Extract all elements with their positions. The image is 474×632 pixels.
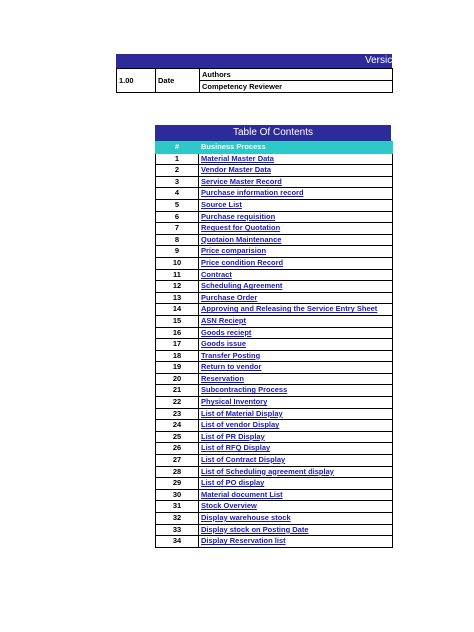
toc-row-process bbox=[199, 443, 393, 455]
toc-row-process bbox=[199, 211, 393, 223]
toc-link[interactable]: Reservation bbox=[201, 373, 244, 383]
toc-link[interactable]: List of Material Display bbox=[201, 408, 283, 418]
toc-link[interactable]: Price condition Record bbox=[201, 257, 284, 267]
toc-row-number: 22 bbox=[156, 397, 199, 409]
toc-row-process bbox=[199, 165, 393, 177]
toc-row-process bbox=[199, 199, 393, 211]
toc-link[interactable]: Approving and Releasing the Service Entry Sheet bbox=[201, 304, 378, 314]
toc-row bbox=[156, 443, 393, 455]
toc-row-number: 25 bbox=[156, 431, 199, 443]
toc-row bbox=[156, 257, 393, 269]
toc-row-number: 26 bbox=[156, 443, 199, 455]
version-header-band bbox=[116, 54, 392, 68]
toc-row-number: 6 bbox=[156, 211, 199, 223]
toc-row-number: 27 bbox=[156, 455, 199, 467]
toc-row-process bbox=[199, 397, 393, 409]
toc-row-process bbox=[199, 478, 393, 490]
toc-table bbox=[155, 141, 393, 548]
toc-link[interactable]: Material document List bbox=[201, 489, 283, 499]
toc-row bbox=[156, 292, 393, 304]
toc-row-process bbox=[199, 153, 393, 165]
toc-row-process bbox=[199, 246, 393, 258]
version-table bbox=[116, 68, 393, 93]
toc-col-process: Business Process bbox=[199, 142, 393, 154]
toc-row-process bbox=[199, 176, 393, 188]
toc-row-number: 3 bbox=[156, 176, 199, 188]
toc-row-number: 24 bbox=[156, 420, 199, 432]
toc-row-process bbox=[199, 223, 393, 235]
toc-link[interactable]: Request for Quotation bbox=[201, 223, 281, 233]
toc-row bbox=[156, 223, 393, 235]
toc-row-number: 21 bbox=[156, 385, 199, 397]
toc-col-num: # bbox=[156, 142, 199, 154]
toc-row bbox=[156, 188, 393, 200]
toc-row bbox=[156, 431, 393, 443]
toc-row-number: 28 bbox=[156, 466, 199, 478]
toc-row bbox=[156, 362, 393, 374]
toc-row-process bbox=[199, 489, 393, 501]
toc-link[interactable]: Display warehouse stock bbox=[201, 513, 291, 522]
toc-link[interactable]: Display stock on Posting Date bbox=[201, 524, 309, 534]
toc-link[interactable]: Source List bbox=[201, 199, 242, 209]
toc-row-number: 9 bbox=[156, 246, 199, 258]
toc-row-number: 14 bbox=[156, 304, 199, 316]
toc-row-number: 2 bbox=[156, 165, 199, 177]
toc-row bbox=[156, 385, 393, 397]
toc-row-number: 11 bbox=[156, 269, 199, 281]
date-label: Date bbox=[156, 69, 200, 93]
toc-link[interactable]: List of Contract Display bbox=[201, 455, 286, 465]
toc-row-process bbox=[199, 501, 393, 513]
reviewer-label: Competency Reviewer bbox=[200, 81, 393, 93]
toc-row-number: 15 bbox=[156, 315, 199, 327]
toc-row-process bbox=[199, 327, 393, 339]
toc-row-process bbox=[199, 315, 393, 327]
toc-link[interactable]: Service Master Record bbox=[201, 176, 282, 186]
toc-link[interactable]: Display Reservation list bbox=[201, 536, 286, 546]
toc-row bbox=[156, 350, 393, 362]
toc-row-process bbox=[199, 350, 393, 362]
toc-row bbox=[156, 524, 393, 536]
toc-row bbox=[156, 513, 393, 525]
toc-row bbox=[156, 269, 393, 281]
toc-row-number: 23 bbox=[156, 408, 199, 420]
toc-row-process bbox=[199, 292, 393, 304]
toc-row-number: 10 bbox=[156, 257, 199, 269]
toc-row-process bbox=[199, 524, 393, 536]
toc-row-number: 19 bbox=[156, 362, 199, 374]
toc-row-number: 5 bbox=[156, 199, 199, 211]
toc-link[interactable]: Stock Overview bbox=[201, 501, 257, 511]
toc-row-number: 32 bbox=[156, 513, 199, 525]
authors-label: Authors bbox=[200, 69, 393, 81]
toc-link[interactable]: Material Master Data bbox=[201, 153, 274, 163]
toc-link[interactable]: Subcontracting Process bbox=[201, 385, 288, 395]
toc-link[interactable]: Physical Inventory bbox=[201, 397, 268, 407]
toc-row bbox=[156, 165, 393, 177]
toc-row-process bbox=[199, 431, 393, 443]
toc-row-process bbox=[199, 536, 393, 548]
toc-row bbox=[156, 455, 393, 467]
toc-row-number: 31 bbox=[156, 501, 199, 513]
toc-link[interactable]: Contract bbox=[201, 269, 232, 279]
toc-row bbox=[156, 339, 393, 351]
toc-link[interactable]: Purchase requisition bbox=[201, 211, 276, 221]
toc-row bbox=[156, 373, 393, 385]
toc-link[interactable]: Goods reciept bbox=[201, 327, 252, 337]
toc-row-process bbox=[199, 257, 393, 269]
toc-row-process bbox=[199, 234, 393, 246]
toc-row bbox=[156, 397, 393, 409]
toc-link[interactable]: Purchase Order bbox=[201, 292, 258, 302]
toc-row-number: 16 bbox=[156, 327, 199, 339]
toc-row-number: 34 bbox=[156, 536, 199, 548]
toc-link[interactable]: Transfer Posting bbox=[201, 350, 261, 360]
toc-row-process bbox=[199, 362, 393, 374]
toc-link[interactable]: Price comparision bbox=[201, 246, 267, 256]
toc-row-process bbox=[199, 420, 393, 432]
toc-header-row bbox=[156, 142, 393, 154]
toc-row bbox=[156, 211, 393, 223]
toc-row-number: 18 bbox=[156, 350, 199, 362]
toc-row-number: 30 bbox=[156, 489, 199, 501]
toc-row-number: 7 bbox=[156, 223, 199, 235]
version-header-title: Versic bbox=[365, 55, 393, 66]
toc-row-process bbox=[199, 455, 393, 467]
toc-row-process bbox=[199, 466, 393, 478]
toc-link[interactable]: List of PR Display bbox=[201, 431, 265, 441]
toc-row-number: 12 bbox=[156, 281, 199, 293]
toc-link[interactable]: ASN Reciept bbox=[201, 315, 247, 325]
toc-row-number: 1 bbox=[156, 153, 199, 165]
toc-row-process bbox=[199, 408, 393, 420]
toc-row bbox=[156, 536, 393, 548]
toc-link[interactable]: List of RFQ Display bbox=[201, 443, 271, 453]
toc-link[interactable]: Quotaion Maintenance bbox=[201, 234, 282, 244]
toc-row bbox=[156, 489, 393, 501]
toc-row bbox=[156, 281, 393, 293]
version-row bbox=[117, 69, 393, 81]
toc-link[interactable]: Purchase information record bbox=[201, 188, 304, 198]
toc-row bbox=[156, 176, 393, 188]
toc-row-process bbox=[199, 304, 393, 316]
toc-row-process bbox=[199, 281, 393, 293]
toc-row bbox=[156, 246, 393, 258]
toc-row-number: 33 bbox=[156, 524, 199, 536]
toc-row-number: 13 bbox=[156, 292, 199, 304]
toc-link[interactable]: List of PO display bbox=[201, 478, 265, 488]
toc-row bbox=[156, 153, 393, 165]
toc-link[interactable]: Vendor Master Data bbox=[201, 165, 272, 175]
toc-row bbox=[156, 199, 393, 211]
toc-row-process bbox=[199, 188, 393, 200]
toc-row-number: 8 bbox=[156, 234, 199, 246]
toc-link[interactable]: List of vendor Display bbox=[201, 420, 280, 430]
toc-link[interactable]: Scheduling Agreement bbox=[201, 281, 283, 291]
toc-row-number: 29 bbox=[156, 478, 199, 490]
toc-row-process bbox=[199, 513, 393, 525]
toc-link[interactable]: List of Scheduling agreement display bbox=[201, 466, 334, 476]
toc-row bbox=[156, 234, 393, 246]
toc-row bbox=[156, 408, 393, 420]
toc-link[interactable]: Return to vendor bbox=[201, 362, 262, 372]
toc-row-process bbox=[199, 339, 393, 351]
toc-row bbox=[156, 501, 393, 513]
toc-row bbox=[156, 304, 393, 316]
toc-title: Table Of Contents bbox=[155, 125, 391, 141]
toc-row-process bbox=[199, 269, 393, 281]
toc-link[interactable]: Goods issue bbox=[201, 339, 247, 349]
toc-row bbox=[156, 315, 393, 327]
toc-row bbox=[156, 466, 393, 478]
toc-row bbox=[156, 327, 393, 339]
toc-row-process bbox=[199, 373, 393, 385]
toc-row bbox=[156, 478, 393, 490]
toc-row-number: 17 bbox=[156, 339, 199, 351]
toc-row-process bbox=[199, 385, 393, 397]
toc-row-number: 4 bbox=[156, 188, 199, 200]
version-number: 1.00 bbox=[117, 69, 156, 93]
toc-row-number: 20 bbox=[156, 373, 199, 385]
toc-row bbox=[156, 420, 393, 432]
